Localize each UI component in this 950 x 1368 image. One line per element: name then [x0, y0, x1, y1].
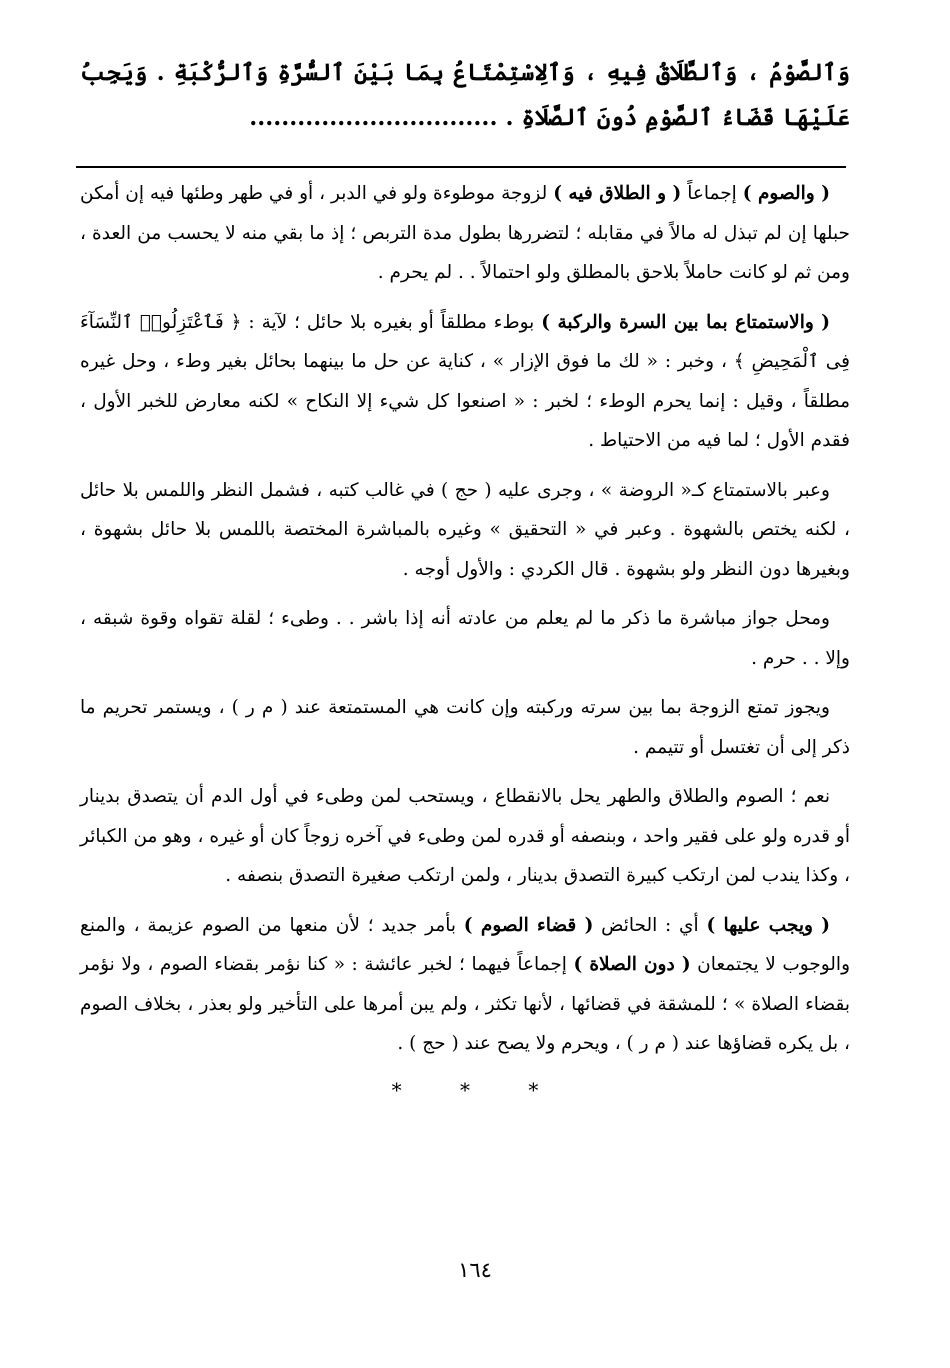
lemma: ( دون الصلاة ) — [573, 954, 691, 975]
commentary-text: أي : الحائض — [593, 914, 707, 936]
section-separator: * * * — [391, 1077, 565, 1102]
commentary — [80, 174, 850, 1064]
lemma: ( ويجب عليها ) — [706, 914, 831, 936]
commentary-paragraph — [80, 303, 850, 461]
commentary-text: بأمر جديد ؛ لأن منعها من الصوم عزيمة ، والمنع والوجوب لا يجتمعان — [80, 914, 851, 975]
matn-main: وَٱلصَّوْمُ ، وَٱلطَّلَاقُ فِيهِ ، وَٱلِاسْتِمْتَاعُ بِمَا بَيْنَ ٱلسُّرَّةِ وَٱلرُّكْبَةِ . وَيَجِبُ عَلَيْهَا قَضَاءُ ٱلصَّوْمِ دُونَ ٱلصَّلَاةِ . — [80, 59, 850, 131]
commentary-text: إجماعاً فيهما ؛ لخبر عائشة : « كنا نؤمر بقضاء الصوم ، ولا نؤمر بقضاء الصلاة » ؛ للمشقة في قضائها ، لأنها تكثر ، ولم يبن أمرها على التأخير ولو بعذر ، بخلاف الصوم ، بل يكره قضاؤها عند ( م ر ) ، ويحرم ولا يصح عند ( حج ) . — [80, 954, 850, 1054]
commentary-text: لزوجة موطوءة ولو في الدبر ، أو في طهر وطئها فيه إن أمكن حبلها إن لم تبذل له مالاً في مقابله ؛ لتضررها بطول مدة التربص ؛ إذ ما بقي منه لا يحسب من العدة ، ومن ثم لو كانت حاملاً بلاحق بالمطلق ولو احتمالاً . . لم يحرم . — [80, 183, 850, 283]
page-body — [80, 50, 850, 1102]
commentary-paragraph — [80, 174, 850, 293]
commentary-paragraph: نعم ؛ الصوم والطلاق والطهر يحل بالانقطاع ، ويستحب لمن وطىء في أول الدم أن يتصدق بدينار أو قدره ولو على فقير واحد ، وبنصفه أو قدره لمن وطىء في آخره زوجاً كان أو غيره ، وهو من الكبائر ، وكذا يندب لمن ارتكب كبيرة التصدق بدينار ، ولمن ارتكب صغيرة التصدق بنصفه . — [80, 786, 850, 886]
lemma: ( قضاء الصوم ) — [463, 914, 594, 936]
commentary-paragraph: ومحل جواز مباشرة ما ذكر ما لم يعلم من عادته أنه إذا باشر . . وطىء ؛ لقلة تقواه وقوة شبقه ، وإلا . . حرم . — [80, 608, 850, 669]
lemma: ( و الطلاق فيه ) — [553, 183, 682, 204]
commentary-paragraph: وعبر بالاستمتاع كـ« الروضة » ، وجرى عليه ( حج ) في غالب كتبه ، فشمل النظر واللمس بلا حائل ، لكنه يختص بالشهوة . وعبر في « التحقيق » وغيره بالمباشرة المختصة باللمس بلا حائل بشهوة ، وبغيرها دون النظر ولو بشهوة . قال الكردي : والأول أوجه . — [80, 479, 850, 580]
commentary-text: إجماعاً — [681, 183, 743, 204]
matn-text — [80, 50, 850, 140]
commentary-paragraph: ويجوز تمتع الزوجة بما بين سرته وركبته وإن كانت هي المستمتعة عند ( م ر ) ، ويستمر تحريم ما ذكر إلى أن تغتسل أو تتيمم . — [80, 697, 850, 758]
commentary-paragraph — [80, 906, 850, 1064]
commentary-text: بوطء مطلقاً أو بغيره بلا حائل ؛ لآية : ﴿ فَٱعْتَزِلُوا۟ ٱلنِّسَآءَ فِى ٱلْمَحِيضِ ﴾ ، وخبر : « لك ما فوق الإزار » ، كناية عن حل ما بينهما بحائل بغير وطء ، وحل غيره مطلقاً ، وقيل : إنما يحرم الوطء ؛ لخبر : « اصنعوا كل شيء إلا النكاح » لكنه معارض للخبر الأول ، فقدم الأول ؛ لما فيه من الاحتياط . — [80, 311, 850, 451]
page-number: ١٦٤ — [458, 1258, 492, 1282]
lemma: ( والاستمتاع بما بين السرة والركبة ) — [541, 311, 831, 333]
lemma: ( والصوم ) — [742, 183, 830, 204]
divider-line — [76, 166, 846, 168]
matn-dots: ............................... — [249, 104, 498, 131]
